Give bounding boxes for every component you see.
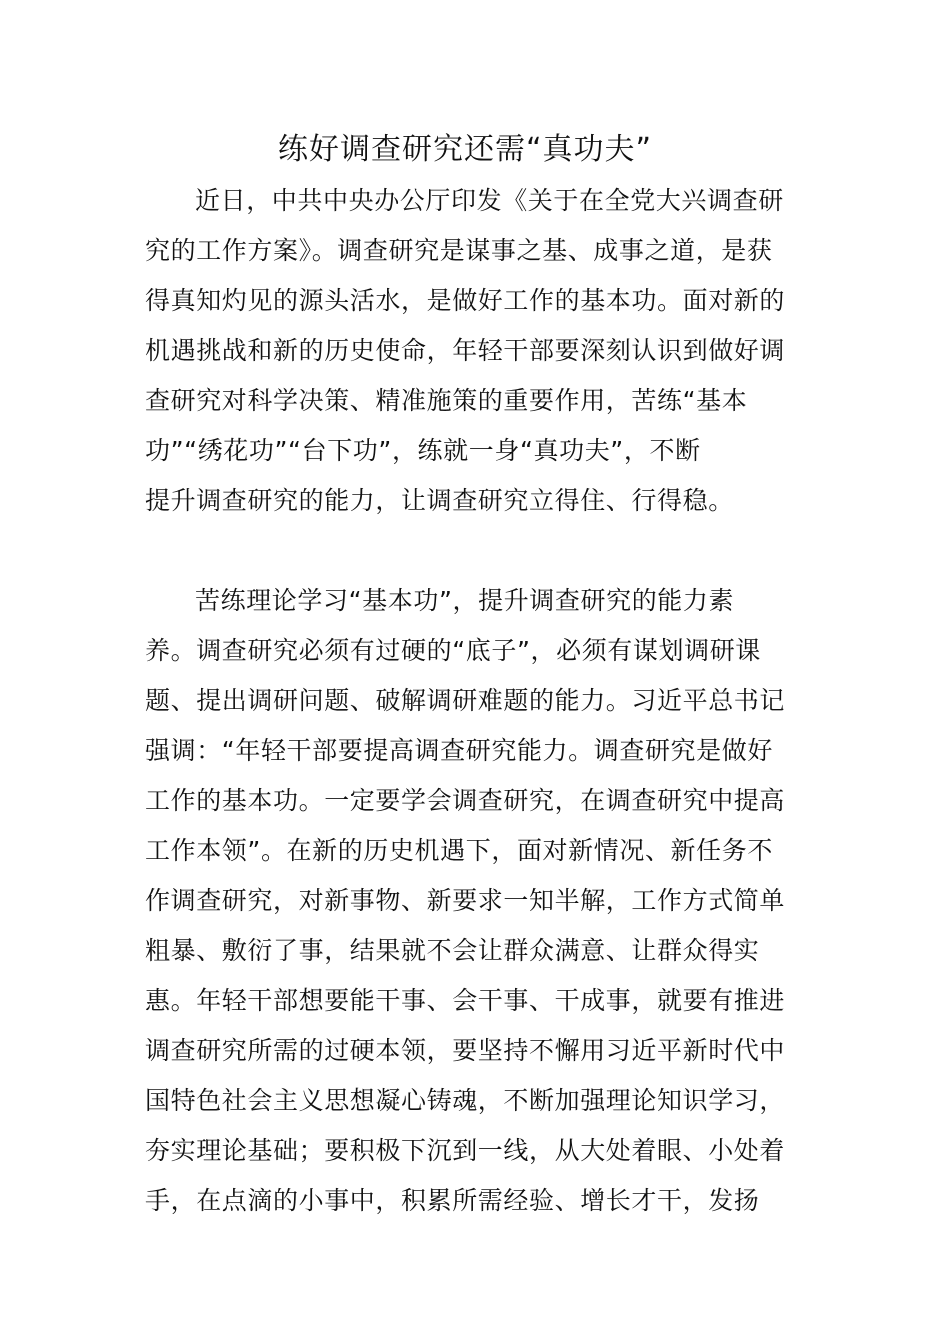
text-line: 手，在点滴的小事中，积累所需经验、增长才干，发扬 <box>145 1186 760 1215</box>
text-line: 机遇挑战和新的历史使命，年轻干部要深刻认识到做好调 <box>145 336 786 365</box>
text-line: 近日，中共中央办公厅印发《关于在全党大兴调查研 <box>195 186 784 215</box>
text-line: 粗暴、敷衍了事，结果就不会让群众满意、让群众得实 <box>145 936 760 965</box>
text-line: 究的工作方案》。调查研究是谋事之基、成事之道，是获 <box>145 236 773 265</box>
text-line: 国特色社会主义思想凝心铸魂，不断加强理论知识学习， <box>145 1086 786 1115</box>
text-line: 强调：“年轻干部要提高调查研究能力。调查研究是做好 <box>145 736 773 765</box>
text-line: 工作本领”。在新的历史机遇下，面对新情况、新任务不 <box>145 836 773 865</box>
text-line: 养。调查研究必须有过硬的“底子”，必须有谋划调研课 <box>145 636 761 665</box>
text-line: 工作的基本功。一定要学会调查研究，在调查研究中提高 <box>145 786 786 815</box>
text-line: 得真知灼见的源头活水，是做好工作的基本功。面对新的 <box>145 286 786 315</box>
text-line: 提升调查研究的能力，让调查研究立得住、行得稳。 <box>145 486 734 515</box>
text-line: 功”“绣花功”“台下功”，练就一身“真功夫”，不断 <box>145 436 701 465</box>
document-title: 练好调查研究还需“真功夫” <box>277 132 653 167</box>
text-line: 惠。年轻干部想要能干事、会干事、干成事，就要有推进 <box>145 986 786 1015</box>
paragraph-2 <box>145 576 807 1226</box>
text-line: 题、提出调研问题、破解调研难题的能力。习近平总书记 <box>145 686 786 715</box>
text-line: 夯实理论基础；要积极下沉到一线，从大处着眼、小处着 <box>145 1136 786 1165</box>
text-line: 作调查研究，对新事物、新要求一知半解，工作方式简单 <box>145 886 786 915</box>
paragraph-1 <box>145 176 807 526</box>
text-line: 苦练理论学习“基本功”，提升调查研究的能力素 <box>195 586 735 615</box>
text-line: 调查研究所需的过硬本领，要坚持不懈用习近平新时代中 <box>145 1036 786 1065</box>
text-line: 查研究对科学决策、精准施策的重要作用，苦练“基本 <box>145 386 748 415</box>
